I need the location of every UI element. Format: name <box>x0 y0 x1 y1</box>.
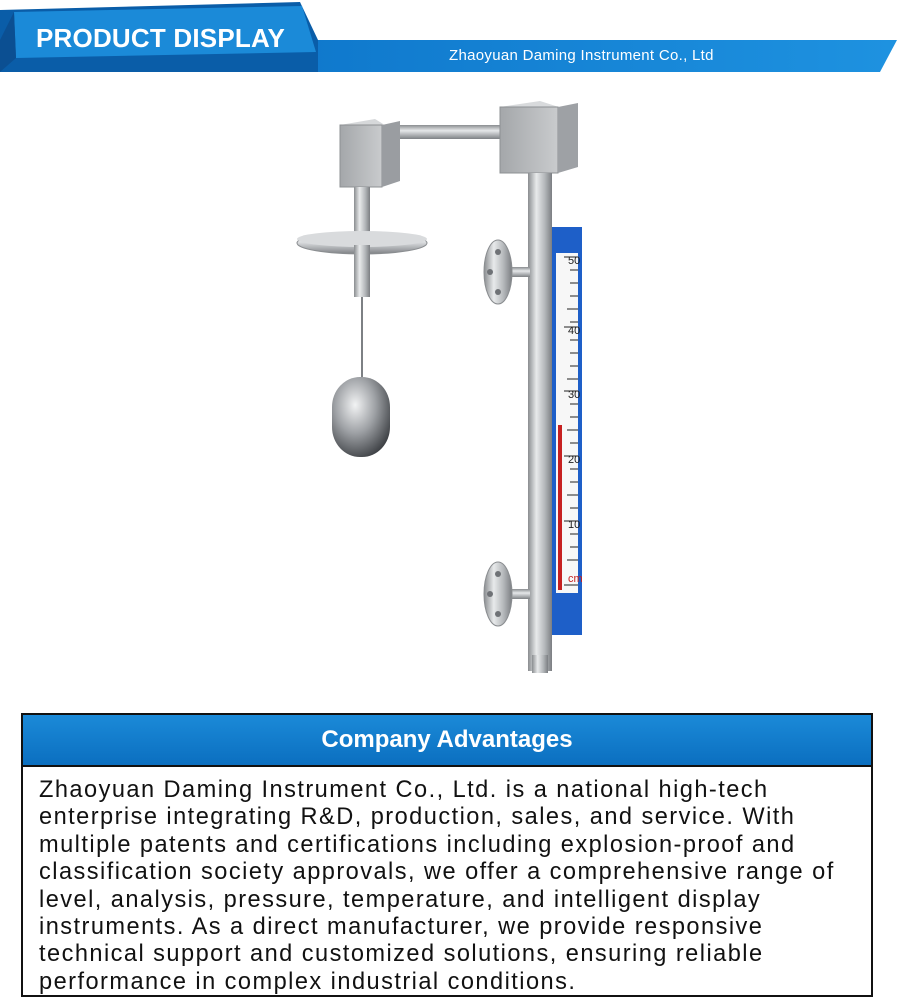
company-advantages-panel <box>21 713 873 997</box>
header-company-name: Zhaoyuan Daming Instrument Co., Ltd <box>449 47 714 64</box>
scale-label-unit: cm <box>568 573 583 585</box>
scale-label-10: 10 <box>568 519 581 531</box>
page-title: PRODUCT DISPLAY <box>36 23 286 53</box>
page-header <box>0 0 897 72</box>
level-gauge-illustration <box>260 95 640 680</box>
product-image <box>260 95 640 680</box>
advantages-title: Company Advantages <box>23 715 871 767</box>
advantages-body: Zhaoyuan Daming Instrument Co., Ltd. is a national high-tech enterprise integrating R&D, production, sales, and service. With multiple patents and certifications including explosion-proof and classification society approvals, we offer a comprehensive range of level, analysis, pressure, temperature, and intelligent display instruments. As a direct manufacturer, we provide responsive technical support and customized solutions, ensuring reliable performance in complex industrial conditions. <box>39 777 835 995</box>
scale-label-40: 40 <box>568 325 581 337</box>
scale-label-30: 30 <box>568 389 581 401</box>
scale-label-20: 20 <box>568 454 581 466</box>
scale-label-50: 50 <box>568 255 581 267</box>
